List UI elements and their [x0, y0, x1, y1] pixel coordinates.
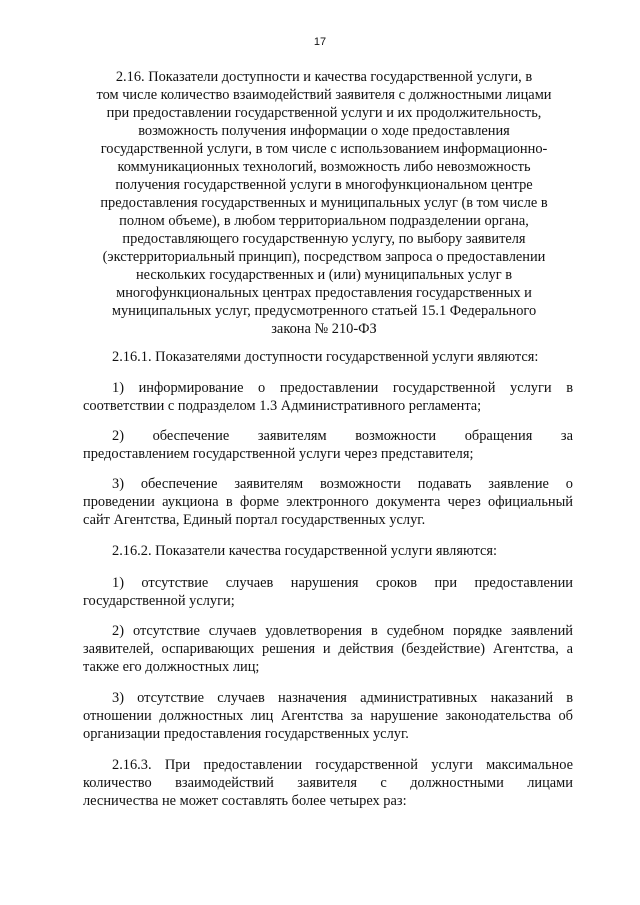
heading-line: государственной услуги, в том числе с использованием информационно-: [100, 141, 548, 157]
heading-line: многофункциональных центрах предоставления государственных и: [116, 285, 532, 301]
paragraph-quality-1: [83, 574, 573, 610]
paragraph-line: 2.16.1. Показателями доступности государственной услуги являются:: [112, 349, 539, 365]
heading-line: при предоставлении государственной услуги и их продолжительность,: [106, 105, 542, 121]
paragraph-line: заявителей, оспаривающих решения и действия (бездействие) Агентства, а: [83, 641, 573, 657]
heading-line: (экстерриториальный принцип), посредством запроса о предоставлении: [102, 249, 546, 265]
paragraph-line: проведении аукциона в форме электронного документа через официальный: [83, 494, 573, 510]
paragraph-availability-2: [83, 427, 573, 463]
paragraph-2-16-1: [83, 348, 573, 366]
paragraph-line: 1) отсутствие случаев нарушения сроков при предоставлении: [112, 575, 573, 591]
paragraph-line: организации предоставления государственных услуг.: [83, 726, 409, 742]
heading-line: предоставляющего государственную услугу, по выбору заявителя: [122, 231, 526, 247]
heading-line: муниципальных услуг, предусмотренного статьей 15.1 Федерального: [111, 303, 537, 319]
paragraph-line: лесничества не может составлять более четырех раз:: [83, 793, 407, 809]
paragraph-line: 2) обеспечение заявителям возможности обращения за: [112, 428, 573, 444]
paragraph-2-16-3: [83, 756, 573, 810]
heading-line: 2.16. Показатели доступности и качества государственной услуги, в: [115, 69, 533, 85]
heading-line: получения государственной услуги в многофункциональном центре: [115, 177, 533, 193]
paragraph-line: 2.16.2. Показатели качества государственной услуги являются:: [112, 543, 497, 559]
paragraph-line: 2) отсутствие случаев удовлетворения в судебном порядке заявлений: [112, 623, 573, 639]
heading-line: закона № 210-ФЗ: [271, 321, 377, 337]
heading-line: возможность получения информации о ходе предоставления: [138, 123, 510, 139]
paragraph-2-16-2: [83, 542, 573, 560]
heading-line: полном объеме), в любом территориальном подразделении органа,: [119, 213, 529, 229]
paragraph-line: также его должностных лиц;: [83, 659, 260, 675]
paragraph-quality-3: [83, 689, 573, 743]
heading-line: нескольких государственных и (или) муниципальных услуг в: [135, 267, 512, 283]
heading-line: коммуникационных технологий, возможность либо невозможность: [117, 159, 531, 175]
paragraph-availability-3: [83, 475, 573, 529]
page-number: 17: [313, 36, 327, 48]
paragraph-line: количество взаимодействий заявителя с должностными лицами: [83, 775, 573, 791]
paragraph-line: 2.16.3. При предоставлении государственной услуги максимальное: [112, 757, 573, 773]
paragraph-quality-2: [83, 622, 573, 676]
paragraph-line: сайт Агентства, Единый портал государственных услуг.: [83, 512, 426, 528]
paragraph-line: соответствии с подразделом 1.3 Административного регламента;: [83, 398, 482, 414]
paragraph-line: предоставлением государственной услуги через представителя;: [83, 446, 474, 462]
paragraph-line: отношении должностных лиц Агентства за нарушение законодательства об: [83, 708, 573, 724]
heading-line: предоставления государственных и муниципальных услуг (в том числе в: [100, 195, 548, 211]
paragraph-line: государственной услуги;: [83, 593, 235, 609]
section-heading: [82, 68, 566, 338]
paragraph-line: 1) информирование о предоставлении государственной услуги в: [112, 380, 573, 396]
paragraph-availability-1: [83, 379, 573, 415]
paragraph-line: 3) отсутствие случаев назначения административных наказаний в: [112, 690, 573, 706]
paragraph-line: 3) обеспечение заявителям возможности подавать заявление о: [112, 476, 573, 492]
heading-line: том числе количество взаимодействий заявителя с должностными лицами: [96, 87, 552, 103]
